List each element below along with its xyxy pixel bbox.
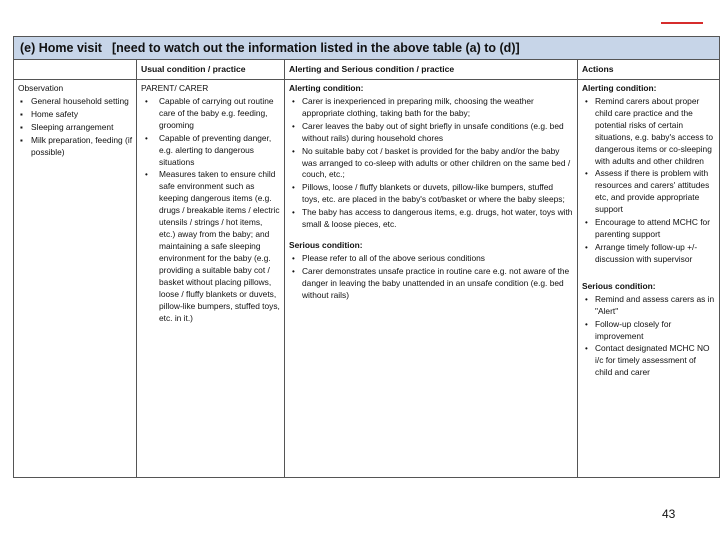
action-item: • Encourage to attend MCHC for parenting support: [582, 217, 715, 241]
observation-item: ▪ Sleeping arrangement: [18, 122, 132, 134]
usual-item: • Capable of carrying out routine care of the baby e.g. feeding, grooming: [141, 96, 280, 132]
actions-serious-heading: Serious condition:: [582, 280, 656, 291]
serious-item: • Please refer to all of the above serious conditions: [289, 253, 573, 265]
usual-condition-column: [136, 59, 284, 477]
alerting-item: • Carer is inexperienced in preparing milk, choosing the weather appropriate clothing, taking bath for the baby;: [289, 96, 573, 120]
table-title-bar: [14, 37, 719, 60]
serious-heading: Serious condition:: [289, 240, 363, 251]
serious-item: • Carer demonstrates unsafe practice in routine care e.g. not aware of the danger in leaving the baby unattended in an unsafe condition (e.g. bed without rails): [289, 266, 573, 302]
action-item: • Arrange timely follow-up +/- discussion with supervisor: [582, 242, 715, 266]
actions-alerting-heading: Alerting condition:: [582, 83, 657, 93]
observation-column: [14, 59, 136, 477]
actions-column: [577, 59, 719, 477]
alerting-item: • Pillows, loose / fluffy blankets or duvets, pillow-like bumpers, stuffed toys, etc. are placed in the baby's cot/basket or where the baby sleeps;: [289, 182, 573, 206]
decorative-red-line: [661, 22, 703, 24]
col1-header: [14, 59, 136, 80]
alerting-item: • No suitable baby cot / basket is provided for the baby and/or the baby was arranged to co-sleep with adults or other children on the same bed / couch, etc.;: [289, 146, 573, 182]
action-item: • Contact designated MCHC NO i/c for timely assessment of child and carer: [582, 343, 715, 379]
action-item: • Remind and assess carers as in "Alert": [582, 294, 715, 318]
col4-header: Actions: [578, 59, 719, 80]
parent-carer-heading: PARENT/ CARER: [141, 83, 209, 93]
page-number: 43: [662, 507, 676, 521]
usual-item: • Measures taken to ensure child safe environment such as keeping dangerous items (e.g. drugs / breakable items / electric utensils / strings / hot items, etc.) away from the baby; and maintaining a safe sleeping environment for the baby (e.g. providing a suitable baby cot / basket without placing pillows, loose / fluffy blankets or duvets, pillow-like bumpers, stuffed toys, etc. in it.): [141, 169, 280, 324]
observation-item: ▪ Milk preparation, feeding (if possible): [18, 135, 132, 159]
action-item: • Follow-up closely for improvement: [582, 319, 715, 343]
section-label: (e) Home visit: [20, 41, 102, 55]
alerting-item: • Carer leaves the baby out of sight briefly in unsafe conditions (e.g. bed without rails) during household chores: [289, 121, 573, 145]
col3-header: Alerting and Serious condition / practice: [285, 59, 577, 80]
observation-heading: Observation: [18, 83, 64, 93]
section-note: [need to watch out the information listed in the above table (a) to (d)]: [112, 41, 520, 55]
alerting-serious-column: [284, 59, 577, 477]
alerting-heading: Alerting condition:: [289, 83, 364, 93]
alerting-item: • The baby has access to dangerous items, e.g. drugs, hot water, toys with small & loose pieces, etc.: [289, 207, 573, 231]
observation-item: ▪ General household setting: [18, 96, 132, 108]
action-item: • Remind carers about proper child care practice and the potential risks of certain situations, e.g. baby's access to dangerous items or co-sleeping with adults and other children: [582, 96, 715, 168]
action-item: • Assess if there is problem with resources and carers' attitudes etc, and provide appropriate support: [582, 168, 715, 216]
col2-header: Usual condition / practice: [137, 59, 284, 80]
observation-item: ▪ Home safety: [18, 109, 132, 121]
usual-item: • Capable of preventing danger, e.g. alerting to dangerous situations: [141, 133, 280, 169]
home-visit-table: [13, 36, 720, 478]
